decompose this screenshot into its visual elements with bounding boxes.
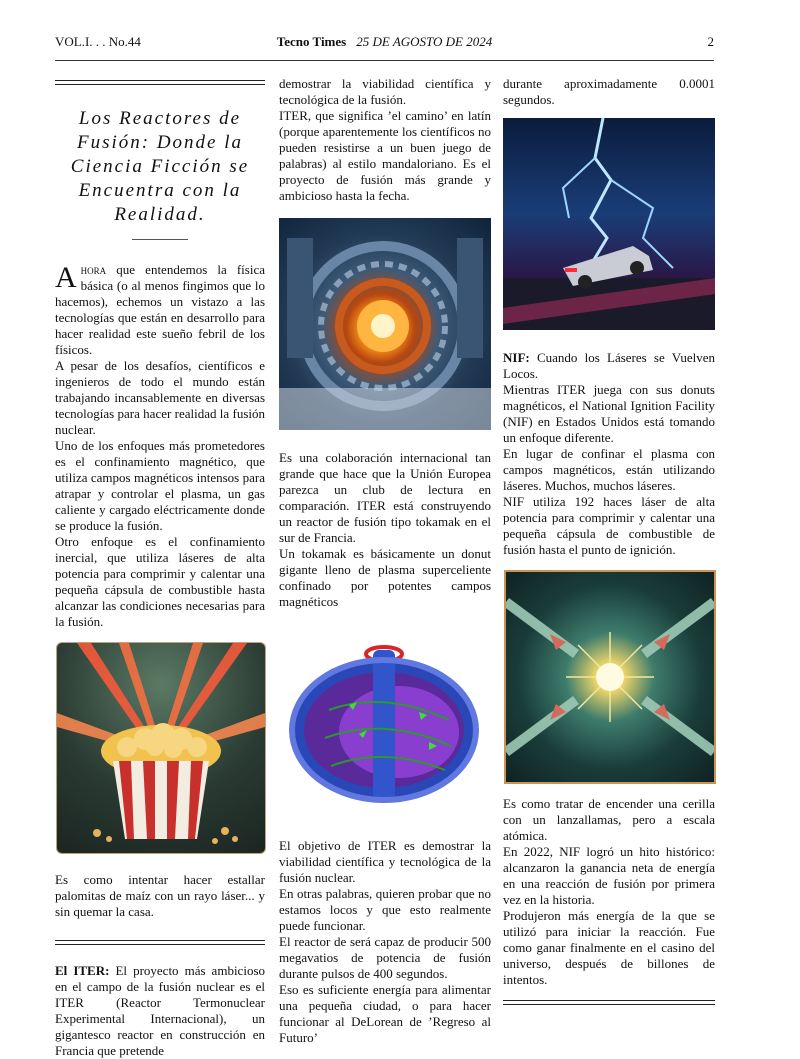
fusion-reactor-image — [279, 218, 491, 430]
paragraph: Otro enfoque es el confinamiento inercial, que utiliza láseres de alta potencia para comprimir y calentar una pequeña cápsula de combustible hasta alcanzar las condiciones necesarias para la fusión. — [55, 534, 265, 629]
section-label: NIF: — [503, 350, 530, 365]
column-1 — [55, 76, 265, 1059]
double-rule — [503, 1000, 715, 1005]
header-rule — [55, 60, 714, 61]
masthead — [55, 34, 714, 50]
page-number: 2 — [707, 34, 714, 49]
paragraph: demostrar la viabilidad científica y tecnológica de la fusión. — [279, 76, 491, 107]
lead-smallcaps: hora — [80, 262, 107, 277]
double-rule — [55, 940, 265, 945]
drop-cap: A — [55, 261, 77, 294]
image-caption: Es como intentar hacer estallar palomitas de maíz con un rayo láser... y sin quemar la casa. — [55, 872, 265, 919]
paragraph: NIF utiliza 192 haces láser de alta potencia para comprimir y calentar una pequeña cápsula de combustible de fusión hasta el punto de ignición. — [503, 494, 715, 557]
title-rule — [132, 239, 188, 240]
paragraph: Mientras ITER juega con sus donuts magnéticos, el National Ignition Facility (NIF) en Estados Unidos está tomando un enfoque diferente. — [503, 382, 715, 445]
column-2 — [279, 76, 491, 1046]
paragraph: En lugar de confinar el plasma con campos magnéticos, están utilizando láseres. Muchos, muchos láseres. — [503, 446, 715, 493]
paragraph-text: que entendemos la física básica (o al menos fingimos que lo hacemos), echemos un vistazo a las tecnologías que están en desarrollo para hacer realidad este sueño febril de los físicos. — [55, 262, 265, 357]
paragraph: Uno de los enfoques más prometedores es el confinamiento magnético, que utiliza campos magnéticos intensos para atrapar y controlar el plasma, un gas caliente y cargado eléctricamente donde se produce la fusión. — [55, 438, 265, 533]
delorean-lightning-image — [503, 118, 715, 330]
page-header — [55, 34, 714, 54]
double-rule — [55, 80, 265, 85]
issue-date: 25 DE AGOSTO DE 2024 — [356, 34, 493, 49]
paragraph — [55, 262, 265, 358]
paragraph: Produjeron más energía de la que se utilizó para iniciar la reacción. Fue como ganar finalmente en el casino del universo, después de billones de intentos. — [503, 908, 715, 987]
volume-number: VOL.I. . . No.44 — [55, 34, 141, 49]
tokamak-diagram-image — [279, 620, 489, 830]
paragraph: Es como tratar de encender una cerilla con un lanzallamas, pero a escala atómica. — [503, 796, 715, 843]
paragraph: durante aproximadamente 0.0001 segundos. — [503, 76, 715, 107]
paragraph-text: El proyecto más ambicioso en el campo de la fusión nuclear es el ITER (Reactor Termonuclear Experimental Internacional), un gigantesco reactor en construcción en Francia que pretende — [55, 963, 265, 1058]
article-title: Los Reactores de Fusión: Donde la Ciencia Ficción se Encuentra con la Realidad. — [70, 108, 250, 225]
paragraph — [503, 350, 715, 382]
paragraph: Un tokamak es básicamente un donut gigante lleno de plasma superceliente confinado por potentes campos magnéticos — [279, 546, 491, 609]
popcorn-laser-image — [56, 642, 266, 854]
section-label: El ITER: — [55, 963, 110, 978]
column-3 — [503, 76, 715, 1005]
paragraph: El objetivo de ITER es demostrar la viabilidad científica y tecnológica de la fusión nuclear. — [279, 838, 491, 885]
paragraph: Eso es suficiente energía para alimentar una pequeña ciudad, o para hacer funcionar al DeLorean de ’Regreso al Futuro’ — [279, 982, 491, 1045]
paragraph: Es una colaboración internacional tan grande que hace que la Unión Europea parezca un club de lectura en comparación. ITER está construyendo un reactor de fusión tipo tokamak en el sur de Francia. — [279, 450, 491, 545]
paragraph: ITER, que significa ’el camino’ en latín (porque aparentemente los científicos no pueden resistirse a un buen juego de palabras) al estilo mandaloriano. Es el proyecto de fusión más grande y ambicioso hasta la fecha. — [279, 108, 491, 203]
paragraph: El reactor de será capaz de producir 500 megavatios de potencia de fusión durante pulsos de 400 segundos. — [279, 934, 491, 981]
paragraph — [55, 963, 265, 1059]
paragraph: En 2022, NIF logró un hito histórico: alcanzaron la ganancia neta de energía en una reacción de fusión por primera vez en la historia. — [503, 844, 715, 907]
section-title: Cuando los Láseres se Vuelven Locos. — [503, 350, 716, 381]
newspaper-name: Tecno Times — [276, 34, 347, 49]
paragraph: En otras palabras, quieren probar que no estamos locos y que esto realmente puede funcionar. — [279, 886, 491, 933]
paragraph: A pesar de los desafíos, científicos e ingenieros de todo el mundo están trabajando incansablemente en diversas tecnologías para hacer realidad la fusión nuclear. — [55, 358, 265, 437]
nif-laser-chamber-image — [504, 570, 716, 784]
